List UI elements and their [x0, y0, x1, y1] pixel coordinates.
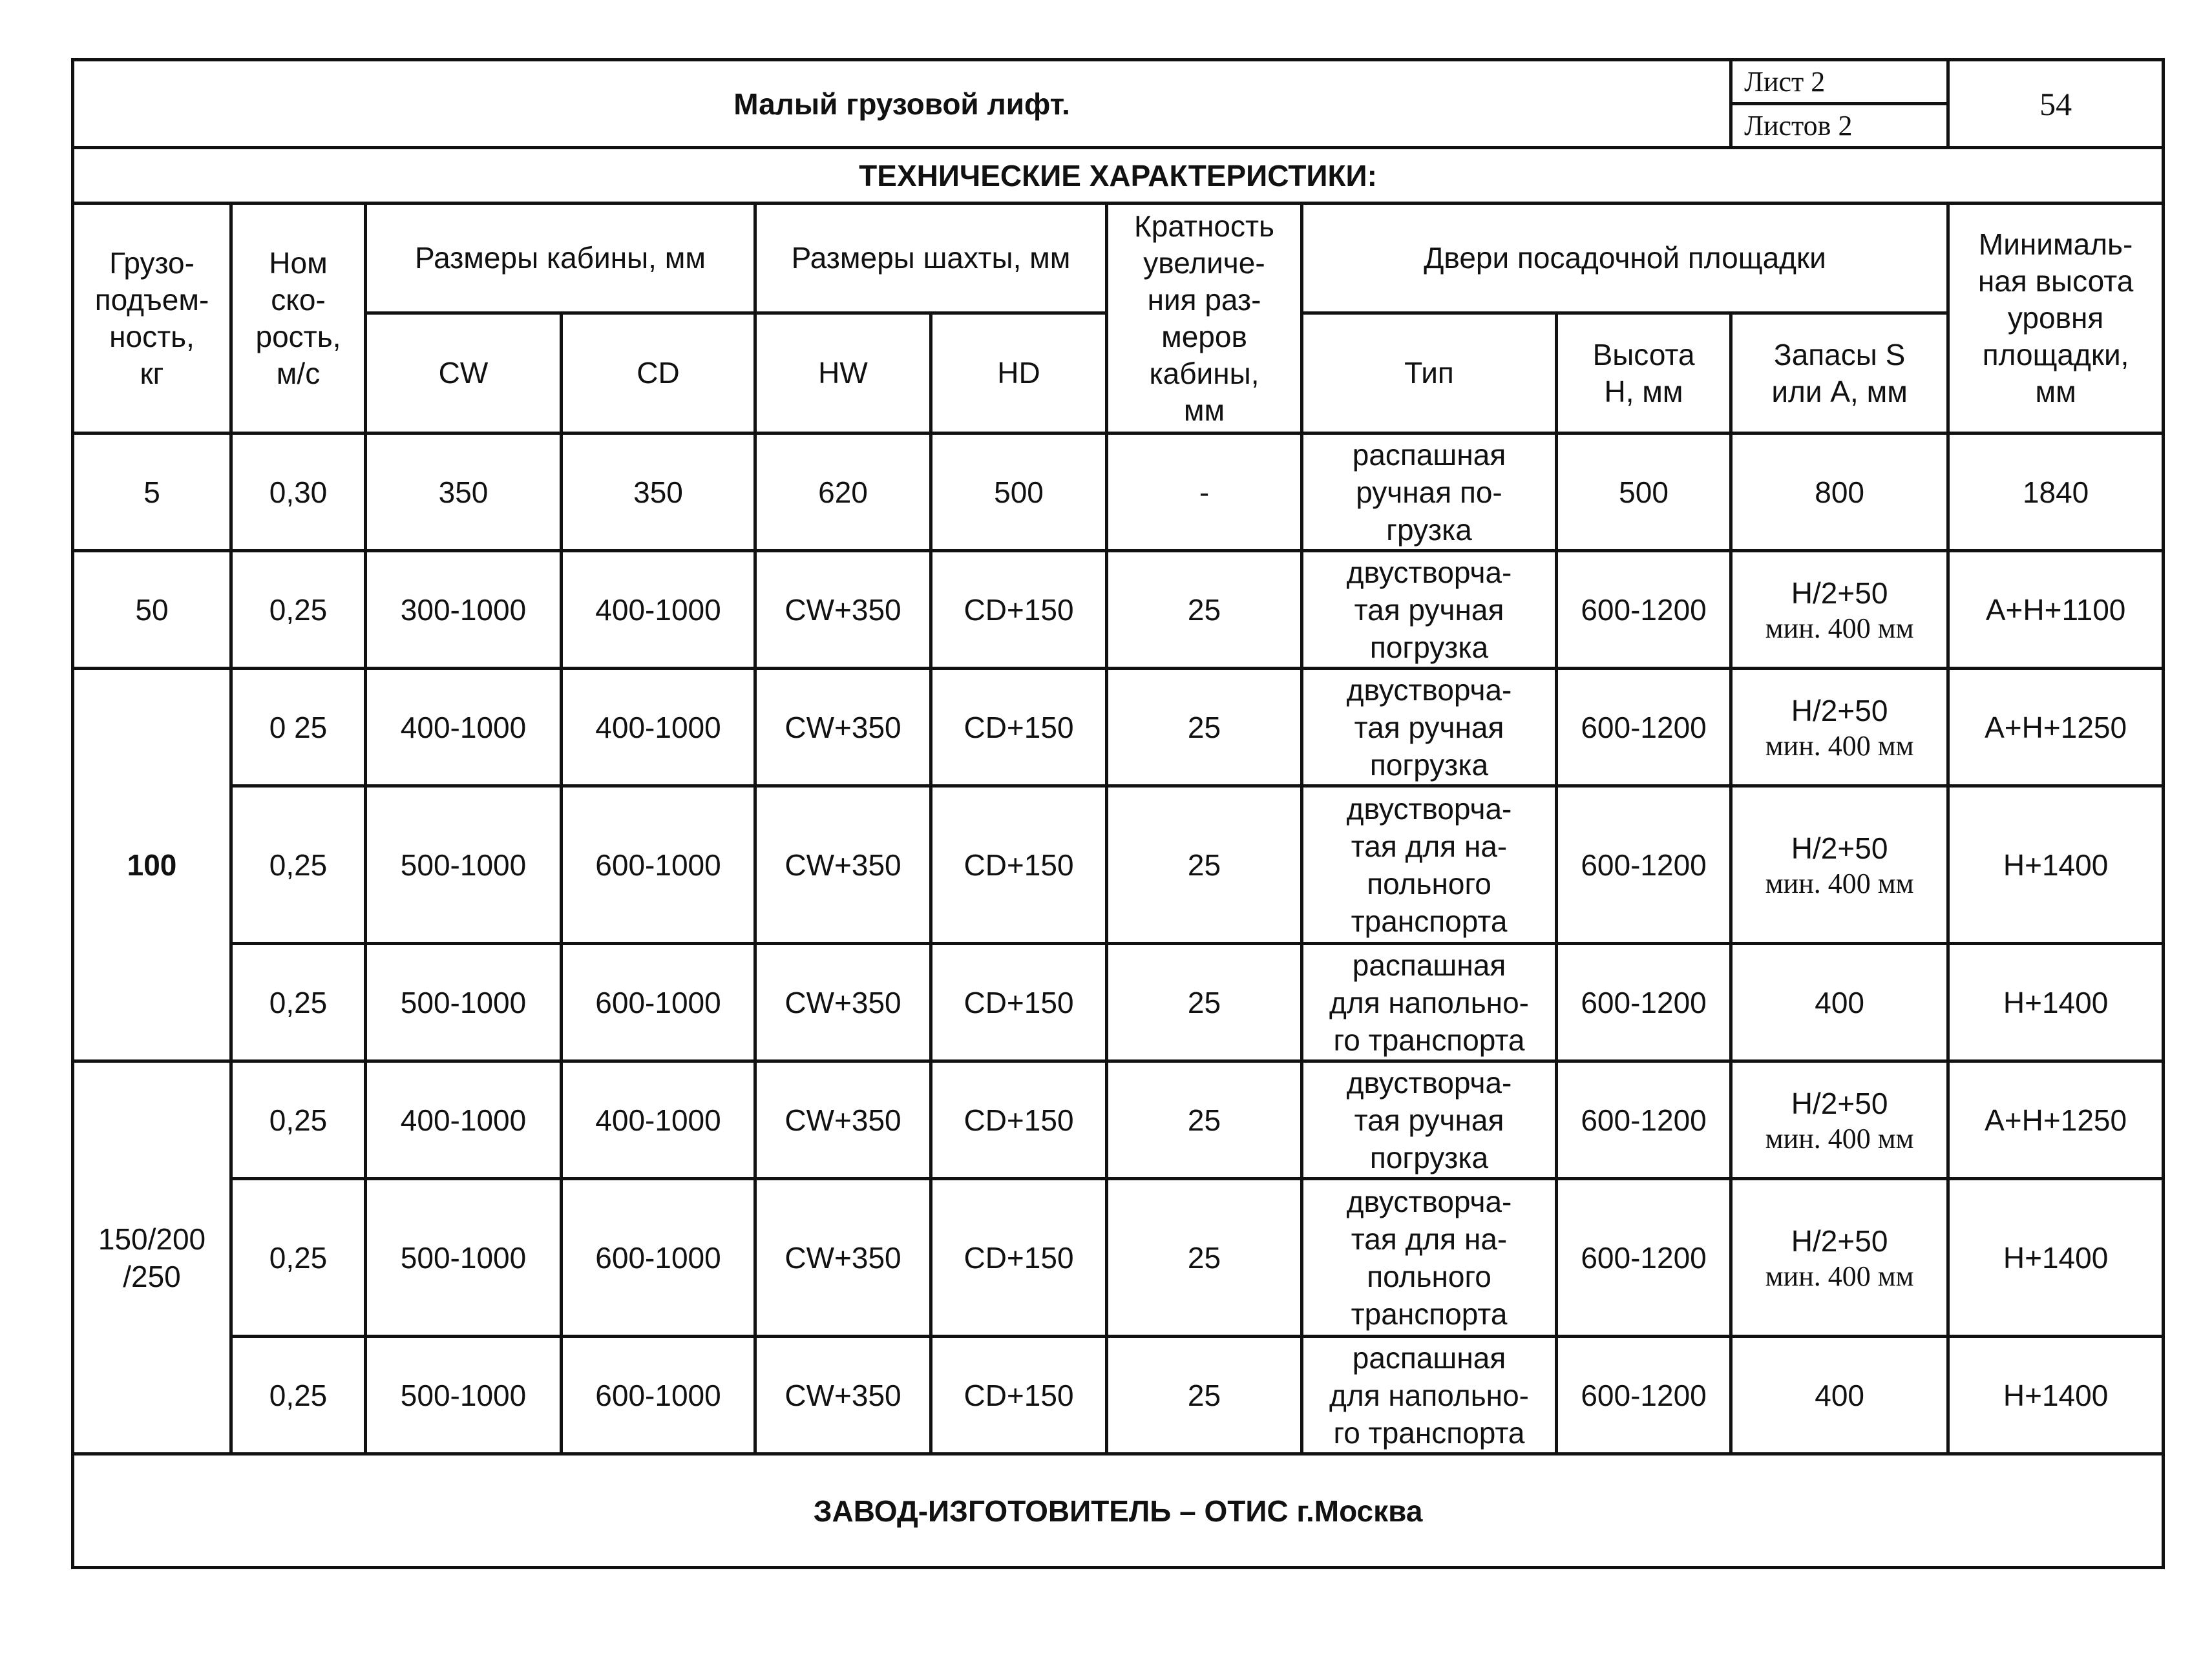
cell-cd: 600-1000 — [562, 786, 755, 944]
cell-min-height: A+H+1100 — [1948, 551, 2164, 669]
cell-cw: 500-1000 — [366, 1337, 562, 1454]
door-type-line: погрузка — [1369, 747, 1489, 782]
cell-door-type — [1302, 433, 1557, 551]
cell-hw: CW+350 — [755, 1179, 931, 1337]
door-type-line: для напольно- — [1329, 985, 1529, 1019]
cell-min-height: H+1400 — [1948, 1179, 2164, 1337]
cell-cd: 600-1000 — [562, 1337, 755, 1454]
header-shaft-size: Размеры шахты, мм — [755, 203, 1107, 313]
cell-cw: 400-1000 — [366, 669, 562, 786]
header-capacity-line: кг — [140, 356, 164, 390]
header-min-height — [1948, 203, 2164, 433]
door-type-line: распашная — [1352, 1341, 1506, 1375]
door-type-line: тая ручная — [1354, 710, 1504, 744]
reserve-note: мин. 400 мм — [1765, 1260, 1914, 1292]
table-row — [73, 1179, 2164, 1337]
cell-speed: 0,25 — [231, 944, 366, 1061]
cell-multiplicity: 25 — [1107, 669, 1302, 786]
door-type-line: погрузка — [1369, 630, 1489, 664]
reserve-note: мин. 400 мм — [1765, 612, 1914, 644]
cell-hw: CW+350 — [755, 1061, 931, 1179]
cell-multiplicity: - — [1107, 433, 1302, 551]
cell-door-height: 600-1200 — [1557, 551, 1731, 669]
header-landing-doors: Двери посадочной площадки — [1302, 203, 1948, 313]
cell-multiplicity: 25 — [1107, 1061, 1302, 1179]
cell-speed: 0,25 — [231, 1179, 366, 1337]
door-type-line: ручная по- — [1356, 475, 1502, 509]
section-title: ТЕХНИЧЕСКИЕ ХАРАКТЕРИСТИКИ: — [73, 148, 2164, 203]
reserve-value: H/2+50 — [1791, 1224, 1888, 1258]
reserve-note: мин. 400 мм — [1765, 867, 1914, 899]
header-capacity-line: подъем- — [94, 282, 209, 317]
cell-capacity: 50 — [73, 551, 231, 669]
cell-hw: CW+350 — [755, 1337, 931, 1454]
header-cabin-size: Размеры кабины, мм — [366, 203, 755, 313]
cell-hd: 500 — [931, 433, 1107, 551]
cell-hw: CW+350 — [755, 551, 931, 669]
cell-door-type — [1302, 944, 1557, 1061]
door-type-line: двустворча- — [1346, 791, 1512, 826]
cell-cw: 300-1000 — [366, 551, 562, 669]
cell-speed: 0,25 — [231, 1061, 366, 1179]
cell-cd: 350 — [562, 433, 755, 551]
header-speed-line: м/с — [276, 356, 321, 390]
cell-reserve — [1731, 551, 1948, 669]
header-min-height-line: уровня — [2007, 301, 2104, 335]
cell-door-height: 600-1200 — [1557, 1061, 1731, 1179]
cell-door-height: 600-1200 — [1557, 1337, 1731, 1454]
header-cw: CW — [366, 313, 562, 433]
door-type-line: распашная — [1352, 437, 1506, 472]
cell-multiplicity: 25 — [1107, 551, 1302, 669]
header-multiplicity — [1107, 203, 1302, 433]
header-door-type: Тип — [1302, 313, 1557, 433]
header-capacity-line: Грузо- — [109, 245, 195, 280]
door-type-line: двустворча- — [1346, 1065, 1512, 1100]
cell-reserve — [1731, 433, 1948, 551]
reserve-value: H/2+50 — [1791, 1086, 1888, 1120]
reserve-value: 800 — [1815, 475, 1864, 509]
table-row — [73, 1061, 2164, 1179]
header-min-height-line: Минималь- — [1978, 227, 2133, 261]
door-type-line: го транспорта — [1333, 1415, 1525, 1450]
manufacturer-footer: ЗАВОД-ИЗГОТОВИТЕЛЬ – ОТИС г.Москва — [73, 1454, 2164, 1568]
cell-door-height: 600-1200 — [1557, 786, 1731, 944]
header-multiplicity-line: кабины, — [1149, 356, 1259, 390]
cell-cw: 400-1000 — [366, 1061, 562, 1179]
sheet-number: 54 — [1948, 60, 2164, 148]
sheet-total-label: Листов 2 — [1731, 104, 1948, 148]
cell-reserve — [1731, 669, 1948, 786]
document-sheet — [71, 58, 2162, 1544]
door-type-line: го транспорта — [1333, 1023, 1525, 1057]
cell-hw: CW+350 — [755, 669, 931, 786]
cell-door-type — [1302, 669, 1557, 786]
cell-multiplicity: 25 — [1107, 1337, 1302, 1454]
spec-table — [71, 58, 2165, 1569]
cell-reserve — [1731, 786, 1948, 944]
reserve-value: H/2+50 — [1791, 576, 1888, 610]
table-row — [73, 433, 2164, 551]
cell-hd: CD+150 — [931, 551, 1107, 669]
header-multiplicity-line: меров — [1161, 319, 1247, 353]
reserve-note: мин. 400 мм — [1765, 1122, 1914, 1154]
reserve-value: H/2+50 — [1791, 831, 1888, 865]
sheet-label: Лист 2 — [1731, 60, 1948, 104]
door-type-line: двустворча- — [1346, 555, 1512, 589]
cell-cw: 500-1000 — [366, 944, 562, 1061]
table-row — [73, 944, 2164, 1061]
cell-speed: 0,25 — [231, 1337, 366, 1454]
header-door-height-line: Высота — [1592, 337, 1695, 371]
cell-speed: 0,25 — [231, 786, 366, 944]
cell-min-height: A+H+1250 — [1948, 1061, 2164, 1179]
cell-multiplicity: 25 — [1107, 1179, 1302, 1337]
header-multiplicity-line: увеличе- — [1143, 245, 1265, 280]
cell-reserve — [1731, 1061, 1948, 1179]
header-hd: HD — [931, 313, 1107, 433]
cell-reserve — [1731, 1179, 1948, 1337]
cell-hd: CD+150 — [931, 669, 1107, 786]
cell-hd: CD+150 — [931, 786, 1107, 944]
header-multiplicity-line: Кратность — [1133, 209, 1275, 243]
header-capacity-line: ность, — [109, 319, 195, 353]
cell-door-height: 600-1200 — [1557, 1179, 1731, 1337]
header-multiplicity-line: ния раз- — [1147, 282, 1261, 317]
door-type-line: транспорта — [1351, 1297, 1508, 1331]
header-cd: CD — [562, 313, 755, 433]
cell-min-height: H+1400 — [1948, 944, 2164, 1061]
door-type-line: тая для на- — [1351, 829, 1508, 863]
document-title: Малый грузовой лифт. — [73, 60, 1731, 148]
door-type-line: тая ручная — [1354, 1103, 1504, 1137]
cell-hw: CW+350 — [755, 944, 931, 1061]
door-type-line: двустворча- — [1346, 1184, 1512, 1218]
reserve-note: мин. 400 мм — [1765, 729, 1914, 762]
cell-multiplicity: 25 — [1107, 786, 1302, 944]
cell-hd: CD+150 — [931, 944, 1107, 1061]
cell-reserve — [1731, 1337, 1948, 1454]
cell-cd: 400-1000 — [562, 1061, 755, 1179]
header-min-height-line: ная высота — [1977, 264, 2134, 298]
cell-capacity: 5 — [73, 433, 231, 551]
cell-min-height: A+H+1250 — [1948, 669, 2164, 786]
cell-cw: 350 — [366, 433, 562, 551]
door-type-line: двустворча- — [1346, 673, 1512, 707]
cell-door-type — [1302, 551, 1557, 669]
header-multiplicity-line: мм — [1183, 393, 1225, 427]
header-min-height-line: площадки, — [1982, 338, 2129, 371]
header-speed — [231, 203, 366, 433]
reserve-value: H/2+50 — [1791, 693, 1888, 727]
cell-hw: 620 — [755, 433, 931, 551]
cell-min-height: H+1400 — [1948, 1337, 2164, 1454]
header-speed-line: Ном — [269, 245, 328, 280]
table-row — [73, 1337, 2164, 1454]
door-type-line: польного — [1367, 866, 1491, 901]
cell-cd: 600-1000 — [562, 944, 755, 1061]
cell-cw: 500-1000 — [366, 786, 562, 944]
door-type-line: тая для на- — [1351, 1222, 1508, 1256]
cell-door-type — [1302, 786, 1557, 944]
table-row — [73, 551, 2164, 669]
cell-cd: 400-1000 — [562, 551, 755, 669]
header-reserve-line: Запасы S — [1773, 337, 1906, 371]
cell-door-type — [1302, 1179, 1557, 1337]
header-speed-line: рость, — [255, 319, 341, 353]
header-min-height-line: мм — [2035, 375, 2076, 408]
cell-speed: 0,30 — [231, 433, 366, 551]
cell-hd: CD+150 — [931, 1179, 1107, 1337]
header-reserve — [1731, 313, 1948, 433]
cell-multiplicity: 25 — [1107, 944, 1302, 1061]
cell-capacity-group: 100 — [73, 669, 231, 1061]
cell-door-height: 600-1200 — [1557, 944, 1731, 1061]
cell-hd: CD+150 — [931, 1337, 1107, 1454]
cell-door-height: 500 — [1557, 433, 1731, 551]
cell-door-height: 600-1200 — [1557, 669, 1731, 786]
cell-cd: 400-1000 — [562, 669, 755, 786]
door-type-line: для напольно- — [1329, 1378, 1529, 1412]
door-type-line: грузка — [1386, 512, 1472, 547]
door-type-line: транспорта — [1351, 904, 1508, 938]
table-row — [73, 669, 2164, 786]
cell-reserve — [1731, 944, 1948, 1061]
cell-capacity-group: 150/200 /250 — [73, 1061, 231, 1454]
cell-speed: 0 25 — [231, 669, 366, 786]
door-type-line: распашная — [1352, 948, 1506, 982]
cell-min-height: H+1400 — [1948, 786, 2164, 944]
cell-cd: 600-1000 — [562, 1179, 755, 1337]
cell-door-type — [1302, 1061, 1557, 1179]
table-row — [73, 786, 2164, 944]
header-hw: HW — [755, 313, 931, 433]
reserve-value: 400 — [1815, 985, 1864, 1019]
cell-speed: 0,25 — [231, 551, 366, 669]
cell-cw: 500-1000 — [366, 1179, 562, 1337]
door-type-line: тая ручная — [1354, 592, 1504, 627]
cell-door-type — [1302, 1337, 1557, 1454]
header-door-height-line: H, мм — [1604, 374, 1683, 408]
cell-hd: CD+150 — [931, 1061, 1107, 1179]
cell-min-height: 1840 — [1948, 433, 2164, 551]
header-door-height — [1557, 313, 1731, 433]
header-speed-line: ско- — [271, 282, 326, 317]
header-reserve-line: или A, мм — [1771, 374, 1908, 408]
cell-hw: CW+350 — [755, 786, 931, 944]
door-type-line: польного — [1367, 1259, 1491, 1293]
header-capacity — [73, 203, 231, 433]
reserve-value: 400 — [1815, 1378, 1864, 1412]
door-type-line: погрузка — [1369, 1140, 1489, 1174]
